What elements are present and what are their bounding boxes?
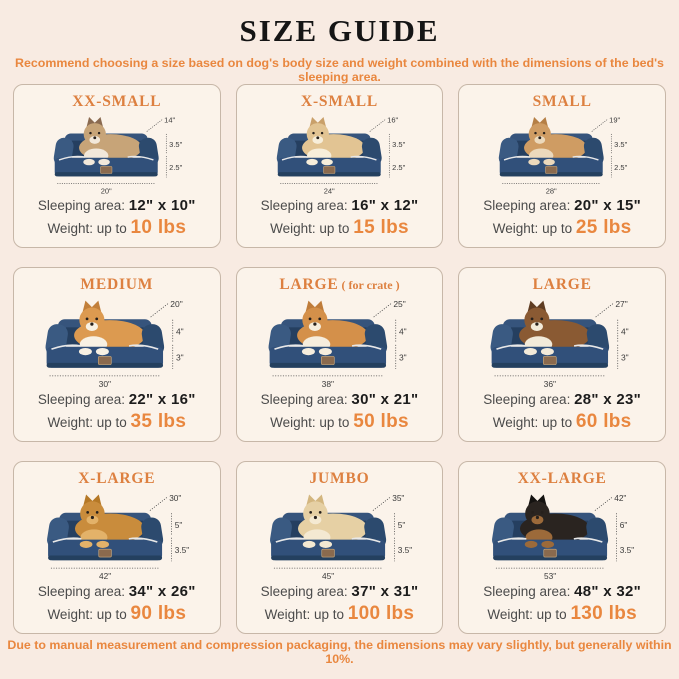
- dim-bolster-label: 5": [397, 519, 405, 530]
- size-name: [80, 276, 153, 295]
- weight-label: Weight:: [47, 415, 93, 431]
- weight-upto: up to: [542, 221, 573, 237]
- brand-tag: [100, 166, 111, 173]
- dim-bolster-label: 4": [621, 326, 629, 337]
- weight-upto: up to: [96, 415, 127, 431]
- sleeping-area-value: 28" x 23": [574, 391, 642, 408]
- brand-tag: [98, 356, 111, 364]
- dim-depth-line: [147, 119, 163, 131]
- pet-nose: [535, 322, 538, 325]
- pet-paw-left: [525, 540, 538, 547]
- pet-paw-right: [319, 540, 332, 547]
- weight-value: 90 lbs: [130, 603, 187, 625]
- bed-illustration-border-collie: [465, 295, 659, 390]
- dim-depth-label: 35": [391, 492, 404, 503]
- sleeping-area-line: [483, 582, 641, 602]
- sleeping-area-label: Sleeping area:: [483, 584, 571, 599]
- size-name: [310, 470, 370, 489]
- pet-paw-left: [79, 348, 92, 355]
- size-name-suffix: ( for crate ): [338, 278, 400, 292]
- size-grid: [13, 84, 666, 634]
- size-name: [533, 93, 592, 112]
- pet-paw-right: [542, 540, 555, 547]
- dim-depth-label: 30": [169, 492, 182, 503]
- dim-depth-line: [596, 303, 614, 317]
- pet-nose: [316, 136, 319, 139]
- size-card-small: [458, 84, 666, 248]
- brand-tag: [321, 356, 334, 364]
- pet-eye-left: [534, 131, 536, 133]
- size-name: [301, 93, 378, 112]
- dim-width-label: 38": [321, 378, 334, 389]
- weight-value: 35 lbs: [130, 411, 187, 433]
- weight-line: [270, 410, 409, 434]
- pet-eye-left: [86, 317, 89, 320]
- weight-upto: up to: [319, 415, 350, 431]
- size-name-text: LARGE: [532, 276, 592, 293]
- size-name-text: XX-LARGE: [517, 470, 607, 487]
- bed-illustration-labrador: [243, 489, 437, 582]
- pet-paw-left: [529, 158, 540, 164]
- dim-base-label: 2.5": [391, 162, 405, 172]
- dog-bed-diagram: [24, 112, 210, 196]
- size-card-xx-small: [13, 84, 221, 248]
- dim-width-label: 28": [545, 186, 557, 196]
- size-card-x-small: [236, 84, 444, 248]
- dim-depth-line: [151, 303, 169, 317]
- dim-depth-label: 16": [386, 115, 398, 125]
- size-name-text: XX-SMALL: [72, 93, 162, 110]
- sleeping-area-value: 16" x 12": [351, 197, 419, 214]
- dim-depth-label: 20": [170, 298, 183, 309]
- header: [0, 0, 679, 84]
- pet-nose: [313, 516, 316, 519]
- dim-depth-line: [373, 303, 391, 317]
- dim-base-label: 3.5": [174, 544, 190, 555]
- dim-bolster-label: 3.5": [169, 139, 183, 149]
- dim-bolster-label: 4": [175, 326, 184, 337]
- dim-base-label: 3.5": [619, 544, 635, 555]
- pet-nose: [313, 322, 316, 325]
- sleeping-area-value: 48" x 32": [574, 583, 642, 600]
- dim-width-label: 24": [323, 186, 335, 196]
- sleeping-area-label: Sleeping area:: [260, 584, 348, 599]
- sleeping-area-line: [483, 390, 641, 410]
- dim-width-label: 42": [98, 570, 112, 581]
- dim-base-label: 3.5": [397, 544, 412, 555]
- size-name-text: LARGE: [279, 276, 339, 293]
- weight-label: Weight:: [492, 415, 539, 431]
- dog-bed-diagram: [247, 112, 433, 196]
- size-card-large: [458, 267, 666, 442]
- weight-upto: up to: [536, 607, 567, 623]
- dim-depth-label: 42": [614, 492, 627, 503]
- pet-nose: [93, 136, 96, 139]
- dim-width-label: 30": [98, 378, 111, 389]
- dim-depth-label: 19": [609, 115, 621, 125]
- dim-depth-label: 25": [392, 298, 406, 309]
- sleeping-area-line: [261, 196, 419, 216]
- size-name: [518, 470, 607, 489]
- pet-nose: [91, 516, 94, 519]
- weight-value: 25 lbs: [575, 217, 632, 239]
- dog-bed-diagram: [469, 295, 655, 390]
- page-title: SIZE GUIDE: [239, 13, 440, 48]
- pet-paw-right: [318, 348, 331, 355]
- dim-bolster-label: 4": [398, 326, 407, 337]
- size-name-text: MEDIUM: [80, 276, 154, 293]
- size-card-xx-large: [458, 461, 666, 634]
- size-name: [72, 93, 161, 112]
- size-name-text: JUMBO: [309, 470, 370, 487]
- pet-paw-right: [96, 540, 109, 547]
- size-name: [279, 276, 399, 295]
- pet-eye-left: [309, 511, 312, 514]
- weight-line: [270, 216, 409, 240]
- weight-line: [493, 216, 632, 240]
- pet-nose: [90, 322, 93, 325]
- weight-value: 130 lbs: [570, 603, 637, 625]
- size-name-text: X-LARGE: [78, 470, 156, 487]
- dim-base-label: 3": [621, 352, 629, 363]
- pet-eye-right: [96, 511, 99, 514]
- pet-eye-right: [98, 131, 100, 133]
- pet-paw-right: [96, 348, 109, 355]
- weight-line: [47, 216, 186, 240]
- weight-upto: up to: [319, 221, 350, 237]
- weight-label: Weight:: [270, 415, 316, 431]
- sleeping-area-line: [38, 390, 196, 410]
- weight-upto: up to: [96, 221, 127, 237]
- pet-paw-right: [321, 158, 332, 164]
- pet-paw-left: [306, 158, 317, 164]
- bed-illustration-shih-tzu-puppy: [243, 112, 437, 196]
- size-card-large-for-crate: [236, 267, 444, 442]
- dim-bolster-label: 5": [174, 519, 183, 530]
- dim-depth-line: [373, 497, 390, 510]
- weight-line: [493, 410, 632, 434]
- dim-depth-line: [592, 119, 608, 131]
- brand-tag: [544, 356, 557, 364]
- dog-bed-diagram: [247, 295, 433, 390]
- weight-label: Weight:: [264, 607, 311, 623]
- weight-value: 60 lbs: [575, 411, 632, 433]
- weight-value: 50 lbs: [353, 411, 409, 433]
- pet-eye-right: [320, 131, 322, 133]
- sleeping-area-label: Sleeping area:: [483, 198, 571, 213]
- dim-depth-label: 14": [164, 115, 176, 125]
- pet-eye-right: [95, 317, 98, 320]
- pet-eye-left: [89, 131, 91, 133]
- pet-eye-right: [541, 511, 544, 514]
- dim-bolster-label: 6": [619, 519, 628, 530]
- size-card-x-large: [13, 461, 221, 634]
- sleeping-area-value: 22" x 16": [128, 391, 196, 408]
- sleeping-area-label: Sleeping area:: [260, 198, 348, 213]
- pet-eye-left: [532, 511, 535, 514]
- dim-base-label: 2.5": [169, 162, 183, 172]
- weight-upto: up to: [542, 415, 573, 431]
- pet-paw-left: [83, 158, 94, 164]
- brand-tag: [99, 549, 112, 557]
- brand-tag: [323, 166, 334, 173]
- size-name: [78, 470, 155, 489]
- dim-width-label: 20": [100, 186, 112, 196]
- bed-illustration-corgi: [20, 295, 214, 390]
- pet-eye-right: [543, 131, 545, 133]
- bed-illustration-golden-retriever: [20, 489, 214, 582]
- size-name-text: SMALL: [532, 93, 592, 110]
- pet-paw-right: [541, 348, 554, 355]
- dim-base-label: 2.5": [614, 162, 628, 172]
- sleeping-area-label: Sleeping area:: [260, 392, 348, 407]
- dog-bed-diagram: [24, 295, 210, 390]
- weight-label: Weight:: [492, 221, 539, 237]
- sleeping-area-line: [483, 196, 641, 216]
- pet-eye-right: [541, 317, 544, 320]
- sleeping-area-line: [38, 196, 196, 216]
- sleeping-area-label: Sleeping area:: [483, 392, 571, 407]
- sleeping-area-value: 12" x 10": [128, 197, 196, 214]
- pet-eye-left: [312, 131, 314, 133]
- pet-nose: [536, 516, 539, 519]
- pet-eye-right: [318, 511, 321, 514]
- pet-paw-left: [302, 540, 315, 547]
- size-name-text: X-SMALL: [300, 93, 379, 110]
- dim-width-label: 53": [544, 570, 557, 581]
- pet-paw-left: [80, 540, 93, 547]
- weight-line: [47, 602, 186, 626]
- page-subtitle: Recommend choosing a size based on dog's body size and weight combined with the dimensions of the bed's sleeping area.: [15, 56, 664, 84]
- pet-paw-left: [524, 348, 537, 355]
- dim-base-label: 3": [398, 352, 407, 363]
- sleeping-area-value: 37" x 31": [351, 583, 419, 600]
- sleeping-area-line: [38, 582, 196, 602]
- sleeping-area-label: Sleeping area:: [37, 584, 125, 599]
- dog-bed-diagram: [469, 112, 655, 196]
- bed-illustration-french-bulldog: [465, 112, 659, 196]
- sleeping-area-line: [261, 582, 419, 602]
- pet-eye-left: [531, 317, 534, 320]
- footer-disclaimer: Due to manual measurement and compression packaging, the dimensions may vary slightly, but generally within 10%.: [7, 638, 672, 666]
- sleeping-area-label: Sleeping area:: [37, 198, 125, 213]
- bed-illustration-shiba-inu: [243, 295, 437, 390]
- pet-eye-left: [86, 511, 89, 514]
- dim-base-label: 3": [175, 352, 184, 363]
- weight-value: 100 lbs: [347, 603, 415, 625]
- dim-depth-label: 27": [615, 298, 628, 309]
- brand-tag: [546, 166, 557, 173]
- dog-bed-diagram: [24, 489, 210, 582]
- sleeping-area-value: 30" x 21": [351, 391, 419, 408]
- bed-illustration-ragdoll-cat: [20, 112, 214, 196]
- dim-width-label: 36": [543, 378, 557, 389]
- brand-tag: [321, 549, 334, 557]
- bed-illustration-rottweiler: [465, 489, 659, 582]
- weight-line: [265, 602, 415, 626]
- sleeping-area-line: [261, 390, 419, 410]
- dim-bolster-label: 3.5": [614, 139, 628, 149]
- pet-eye-left: [308, 317, 311, 320]
- dog-bed-diagram: [247, 489, 433, 582]
- weight-line: [47, 410, 186, 434]
- weight-line: [487, 602, 637, 626]
- pet-paw-right: [98, 158, 109, 164]
- weight-value: 15 lbs: [353, 217, 409, 239]
- weight-label: Weight:: [270, 221, 316, 237]
- sleeping-area-value: 34" x 26": [128, 583, 196, 600]
- dog-bed-diagram: [469, 489, 655, 582]
- weight-value: 10 lbs: [130, 217, 187, 239]
- dim-width-label: 45": [321, 570, 334, 581]
- weight-upto: up to: [313, 607, 344, 623]
- sleeping-area-value: 20" x 15": [574, 197, 642, 214]
- weight-upto: up to: [96, 607, 127, 623]
- size-name: [533, 276, 592, 295]
- size-card-medium: [13, 267, 221, 442]
- dim-depth-line: [370, 119, 386, 131]
- weight-label: Weight:: [47, 221, 93, 237]
- pet-paw-left: [301, 348, 314, 355]
- pet-paw-right: [544, 158, 555, 164]
- brand-tag: [544, 549, 557, 557]
- dim-depth-line: [595, 497, 612, 510]
- weight-label: Weight:: [47, 607, 93, 623]
- size-card-jumbo: [236, 461, 444, 634]
- pet-nose: [539, 136, 542, 139]
- dim-bolster-label: 3.5": [391, 139, 405, 149]
- pet-eye-right: [318, 317, 321, 320]
- weight-label: Weight:: [487, 607, 533, 623]
- sleeping-area-label: Sleeping area:: [37, 392, 125, 407]
- dim-depth-line: [150, 497, 167, 510]
